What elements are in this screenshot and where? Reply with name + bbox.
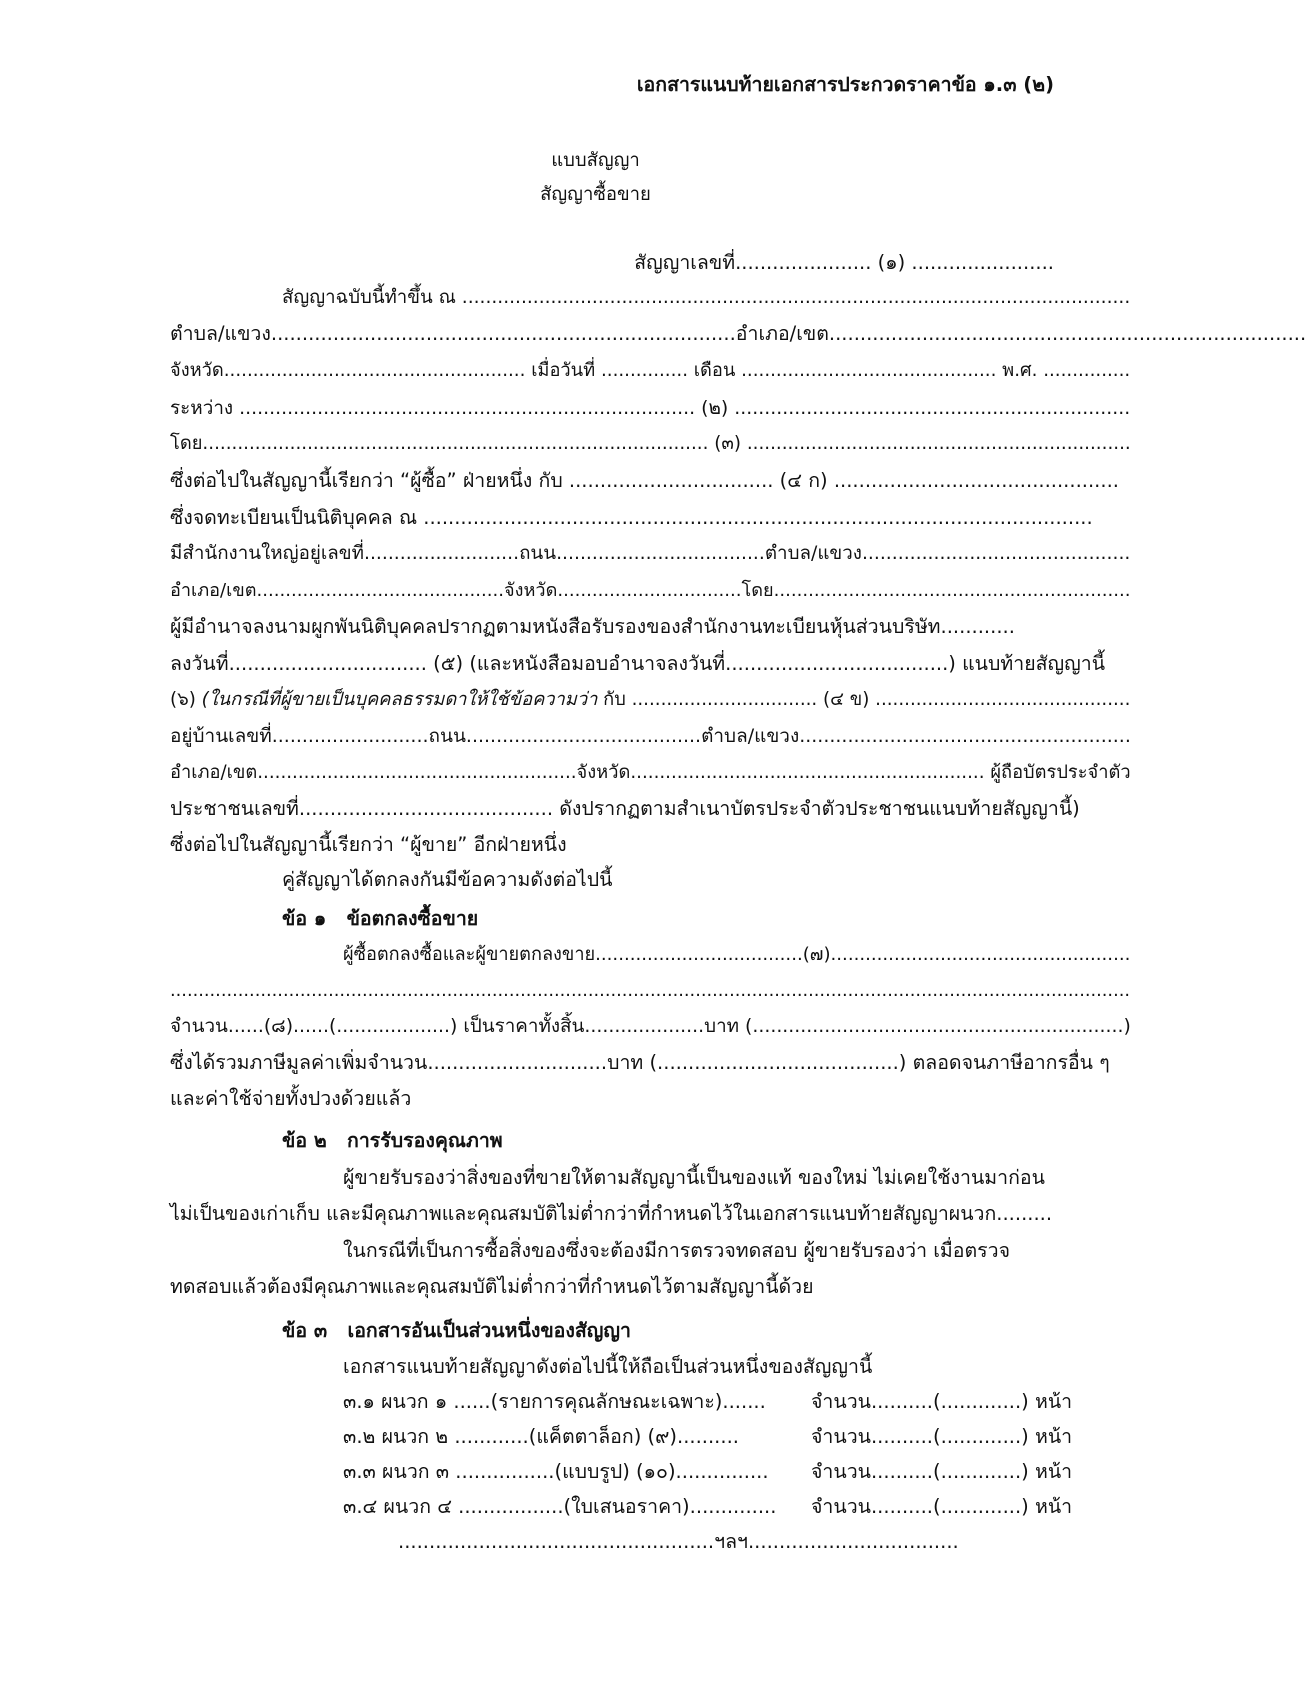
clause-1-line-1: ผู้ซื้อตกลงซื้อและผู้ขายตกลงขาย....................................(๗)....................................................	[343, 944, 1131, 965]
document-reference: เอกสารแนบท้ายเอกสารประกวดราคาข้อ ๑.๓ (๒)	[636, 73, 1054, 96]
clause-2-line-1: ผู้ขายรับรองว่าสิ่งของที่ขายให้ตามสัญญานี้เป็นของแท้ ของใหม่ ไม่เคยใช้งานมาก่อน	[343, 1166, 1045, 1189]
parties-agree-line: คู่สัญญาได้ตกลงกันมีข้อความดังต่อไปนี้	[282, 868, 613, 891]
clause-1-heading: ข้อ ๑ ข้อตกลงซื้อขาย	[282, 907, 479, 930]
district-province-by-line: อำเภอ/เขต...........................................จังหวัด................................โดย..............................................................	[170, 580, 1131, 601]
authorized-signer-line: ผู้มีอำนาจลงนามผูกพันนิติบุคคลปรากฏตามหนังสือรับรองของสำนักงานทะเบียนหุ้นส่วนบริษัท............	[170, 615, 1015, 638]
between-line: ระหว่าง ............................................................................ (๒) ..................................................................	[170, 397, 1131, 419]
clause-1-line-4: ซึ่งได้รวมภาษีมูลค่าเพิ่มจำนวน.............................บาท (.......................................) ตลอดจนภาษีอากรอื่น ๆ	[170, 1051, 1110, 1074]
form-title: แบบสัญญา	[551, 150, 640, 171]
clause-1-line-3: จำนวน......(๘)......(...................) เป็นราคาทั้งสิ้น....................บาท (..............................................................)	[170, 1016, 1131, 1037]
province-date-line: จังหวัด.................................................... เมื่อวันที่ ............... เดือน ............................................ พ.ศ. ...............	[170, 360, 1131, 381]
subdistrict-district-line	[170, 321, 1306, 347]
annex-item: ๓.๓ ผนวก ๓ ................(แบบรูป) (๑๐)...............	[343, 1460, 769, 1483]
made-at-line: สัญญาฉบับนี้ทำขึ้น ณ .................................................................................................................	[282, 287, 1131, 308]
id-number-line: ประชาชนเลขที่......................................... ดังปรากฏตามสำเนาบัตรประจำตัวประชาชนแนบท้ายสัญญานี้)	[170, 797, 1080, 820]
natural-person-line	[170, 687, 1130, 713]
home-address-line: อยู่บ้านเลขที่..........................ถนน.......................................ตำบล/แขวง.......................................................	[170, 725, 1131, 747]
district-province-id-line: อำเภอ/เขต.......................................................จังหวัด............................................................. ผู้ถือบัตรประจำตัว	[170, 762, 1131, 783]
contract-title: สัญญาซื้อขาย	[540, 184, 651, 205]
clause-2-line-3: ในกรณีที่เป็นการซื้อสิ่งของซึ่งจะต้องมีการตรวจทดสอบ ผู้ขายรับรองว่า เมื่อตรวจ	[343, 1239, 1010, 1262]
clause-2-heading: ข้อ ๒ การรับรองคุณภาพ	[282, 1129, 503, 1152]
clause-1-line-2: ..........................................................................................................................................................................	[170, 980, 1131, 1001]
annex-pages: จำนวน..........(.............) หน้า	[811, 1390, 1073, 1413]
annex-item: ๓.๑ ผนวก ๑ ......(รายการคุณลักษณะเฉพาะ).......	[343, 1390, 766, 1413]
annex-pages: จำนวน..........(.............) หน้า	[811, 1495, 1073, 1518]
annex-item: ๓.๔ ผนวก ๔ .................(ใบเสนอราคา)..............	[343, 1495, 777, 1518]
hq-address-line: มีสำนักงานใหญ่อยู่เลขที่..........................ถนน...................................ตำบล/แขวง.............................................	[170, 543, 1131, 564]
district-field: อำเภอ/เขต.............................................................................	[735, 322, 1306, 345]
subdistrict-field: ตำบล/แขวง...........................................................................	[170, 322, 736, 345]
dated-line: ลงวันที่................................ (๕) (และหนังสือมอบอำนาจลงวันที่....................................) แนบท้ายสัญญานี้	[170, 652, 1106, 675]
clause-1-line-5: และค่าใช้จ่ายทั้งปวงด้วยแล้ว	[170, 1087, 412, 1110]
by-line: โดย....................................................................................... (๓) ..................................................................	[170, 433, 1131, 454]
clause-3-heading: ข้อ ๓ เอกสารอันเป็นส่วนหนึ่งของสัญญา	[282, 1319, 631, 1342]
etc-line: ...................................................ฯลฯ..................................	[398, 1530, 959, 1553]
registered-line: ซึ่งจดทะเบียนเป็นนิติบุคคล ณ ............................................................................................................	[170, 506, 1093, 529]
natural-person-note: (ในกรณีที่ผู้ขายเป็นบุคคลธรรมดาให้ใช้ข้อความว่า	[201, 689, 598, 710]
natural-person-rest: กับ ................................ (๔ ข) ............................................	[597, 689, 1131, 710]
annex-pages: จำนวน..........(.............) หน้า	[811, 1460, 1073, 1483]
annex-pages: จำนวน..........(.............) หน้า	[811, 1425, 1073, 1448]
buyer-called-line: ซึ่งต่อไปในสัญญานี้เรียกว่า “ผู้ซื้อ” ฝ่ายหนึ่ง กับ ................................. (๔ ก) ..............................................	[170, 469, 1119, 492]
clause-3-intro: เอกสารแนบท้ายสัญญาดังต่อไปนี้ให้ถือเป็นส่วนหนึ่งของสัญญานี้	[343, 1355, 873, 1378]
clause-2-line-2: ไม่เป็นของเก่าเก็บ และมีคุณภาพและคุณสมบัติไม่ต่ำกว่าที่กำหนดไว้ในเอกสารแนบท้ายสัญญาผนวก.........	[170, 1202, 1053, 1225]
annex-item: ๓.๒ ผนวก ๒ ............(แค็ตตาล็อก) (๙)..........	[343, 1425, 739, 1448]
contract-number-line: สัญญาเลขที่...................... (๑) .......................	[634, 251, 1054, 274]
clause-2-line-4: ทดสอบแล้วต้องมีคุณภาพและคุณสมบัติไม่ต่ำกว่าที่กำหนดไว้ตามสัญญานี้ด้วย	[170, 1275, 814, 1298]
natural-person-number: (๖)	[170, 689, 202, 710]
seller-called-line: ซึ่งต่อไปในสัญญานี้เรียกว่า “ผู้ขาย” อีกฝ่ายหนึ่ง	[170, 833, 567, 856]
